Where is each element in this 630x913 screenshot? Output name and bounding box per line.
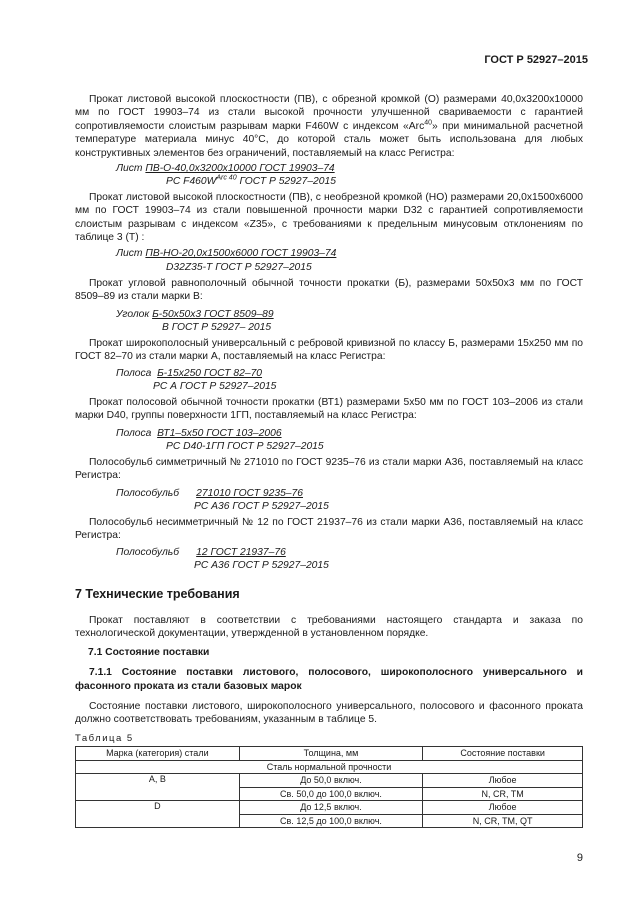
designation-2-bottom: D32Z35-Т ГОСТ Р 52927–2015	[166, 262, 312, 273]
paragraph-bulb-symmetric: Полособульб симметричный № 271010 по ГОСТ 9235–76 из стали марки А36, поставляемый на класс Регистра:	[75, 457, 583, 482]
table-cell-state: N, CR, TM	[423, 787, 583, 801]
paragraph-sheet-pv-no: Прокат листовой высокой плоскостности (ПВ), с необрезной кромкой (НО) размерами 20,0х1500х6000 мм по ГОСТ 19903–74 из стали повышенной прочности марки D32 с гарантией сопротивляемости слоистым разрывам с индексом «Z35», с требованиями к предельным минусовым отклонениям по таблице 3 (Т) :	[75, 192, 583, 244]
paragraph-wide-strip: Прокат широкополосный универсальный с ребровой кривизной по классу Б, размерами 15х250 мм по ГОСТ 82–70 из стали марки А, поставляемый на класс Регистра:	[75, 338, 583, 363]
paragraph-delivery-state: Состояние поставки листового, широкополосного универсального, полосового и фасонного проката должно соответствовать требованиям, указанным в таблице 5.	[75, 701, 583, 726]
table-header-thickness: Толщина, мм	[239, 747, 423, 761]
section-7-1-1-title: 7.1.1 Состояние поставки листового, полосового, широкополосного универсального и фасонного проката из стали базовых марок	[75, 667, 583, 692]
table-cell-thickness: Св. 12,5 до 100,0 включ.	[239, 814, 423, 828]
paragraph-sheet-pv-o: Прокат листовой высокой плоскостности (ПВ), с обрезной кромкой (О) размерами 40,0х3200х10000 мм по ГОСТ 19903–74 из стали высокой прочности улучшенной свариваемости с гарантией сопротивляемости слоистым разрывам марки F460W с индексом «Arc$^{40}$» при минимальной расчетной температуре материала минус 40°С, до которой сталь может быть использована для любых конструктивных элементов без ограничений, поставляемый на класс Регистра:	[75, 94, 583, 159]
table-header-grade: Марка (категория) стали	[76, 747, 240, 761]
section-7-1-title: 7.1 Состояние поставки	[88, 647, 210, 658]
table-header-state: Состояние поставки	[423, 747, 583, 761]
paragraph-supply: Прокат поставляют в соответствии с требованиями настоящего стандарта и заказа по технологической документации, утвержденной в установленном порядке.	[75, 615, 583, 640]
table-cell-state: Любое	[423, 774, 583, 788]
designation-5: Полоса ВТ1–5х50 ГОСТ 103–2006	[116, 428, 282, 439]
table-group-row	[76, 760, 583, 774]
designation-6: Полособульб 271010 ГОСТ 9235–76	[116, 488, 303, 499]
designation-3: Уголок Б-50х50х3 ГОСТ 8509–89	[116, 309, 274, 320]
table-cell-state: Любое	[423, 801, 583, 815]
designation-2: Лист ПВ-НО-20,0х1500х6000 ГОСТ 19903–74	[116, 248, 337, 259]
designation-1: Лист ПВ-О-40,0х3200х10000 ГОСТ 19903–74	[116, 163, 335, 174]
designation-1-bottom: РС $F460W^{Arc 40}$ ГОСТ Р 52927–2015	[166, 174, 336, 187]
paragraph-bulb-asymmetric: Полособульб несимметричный № 12 по ГОСТ 21937–76 из стали марки А36, поставляемый на класс Регистра:	[75, 517, 583, 542]
designation-6-bottom: РС А36 ГОСТ Р 52927–2015	[194, 501, 329, 512]
designation-4: Полоса Б-15х250 ГОСТ 82–70	[116, 368, 263, 379]
designation-3-bottom: В ГОСТ Р 52927– 2015	[162, 322, 272, 333]
paragraph-strip: Прокат полосовой обычной точности прокатки (ВТ1) размерами 5х50 мм по ГОСТ 103–2006 из стали марки D40, группы поверхности 1ГП, поставляемый на класс Регистра:	[75, 397, 583, 422]
table-cell-grade: А, В	[76, 774, 240, 801]
table-header-row	[76, 747, 583, 761]
table-5-caption: Таблица 5	[75, 733, 134, 744]
designation-7: Полособульб 12 ГОСТ 21937–76	[116, 547, 286, 558]
page-number: 9	[576, 852, 583, 864]
table-cell-thickness: До 50,0 включ.	[239, 774, 423, 788]
table-5	[75, 746, 583, 828]
table-row	[76, 801, 583, 815]
paragraph-angle: Прокат угловой равнополочный обычной точности прокатки (Б), размерами 50х50х3 мм по ГОСТ 8509–89 из стали марки В:	[75, 278, 583, 303]
table-cell-thickness: До 12,5 включ.	[239, 801, 423, 815]
designation-7-bottom: РС А36 ГОСТ Р 52927–2015	[194, 560, 329, 571]
standard-header: ГОСТ Р 52927–2015	[484, 54, 588, 66]
designation-5-bottom: РС D40-1ГП ГОСТ Р 52927–2015	[166, 441, 324, 452]
table-cell-grade: D	[76, 801, 240, 828]
table-cell-state: N, CR, TM, QT	[423, 814, 583, 828]
table-cell-thickness: Св. 50,0 до 100,0 включ.	[239, 787, 423, 801]
designation-4-bottom: РС А ГОСТ Р 52927–2015	[153, 381, 277, 392]
table-row	[76, 774, 583, 788]
table-group-label: Сталь нормальной прочности	[76, 760, 583, 774]
section-7-title: 7 Технические требования	[75, 587, 240, 601]
